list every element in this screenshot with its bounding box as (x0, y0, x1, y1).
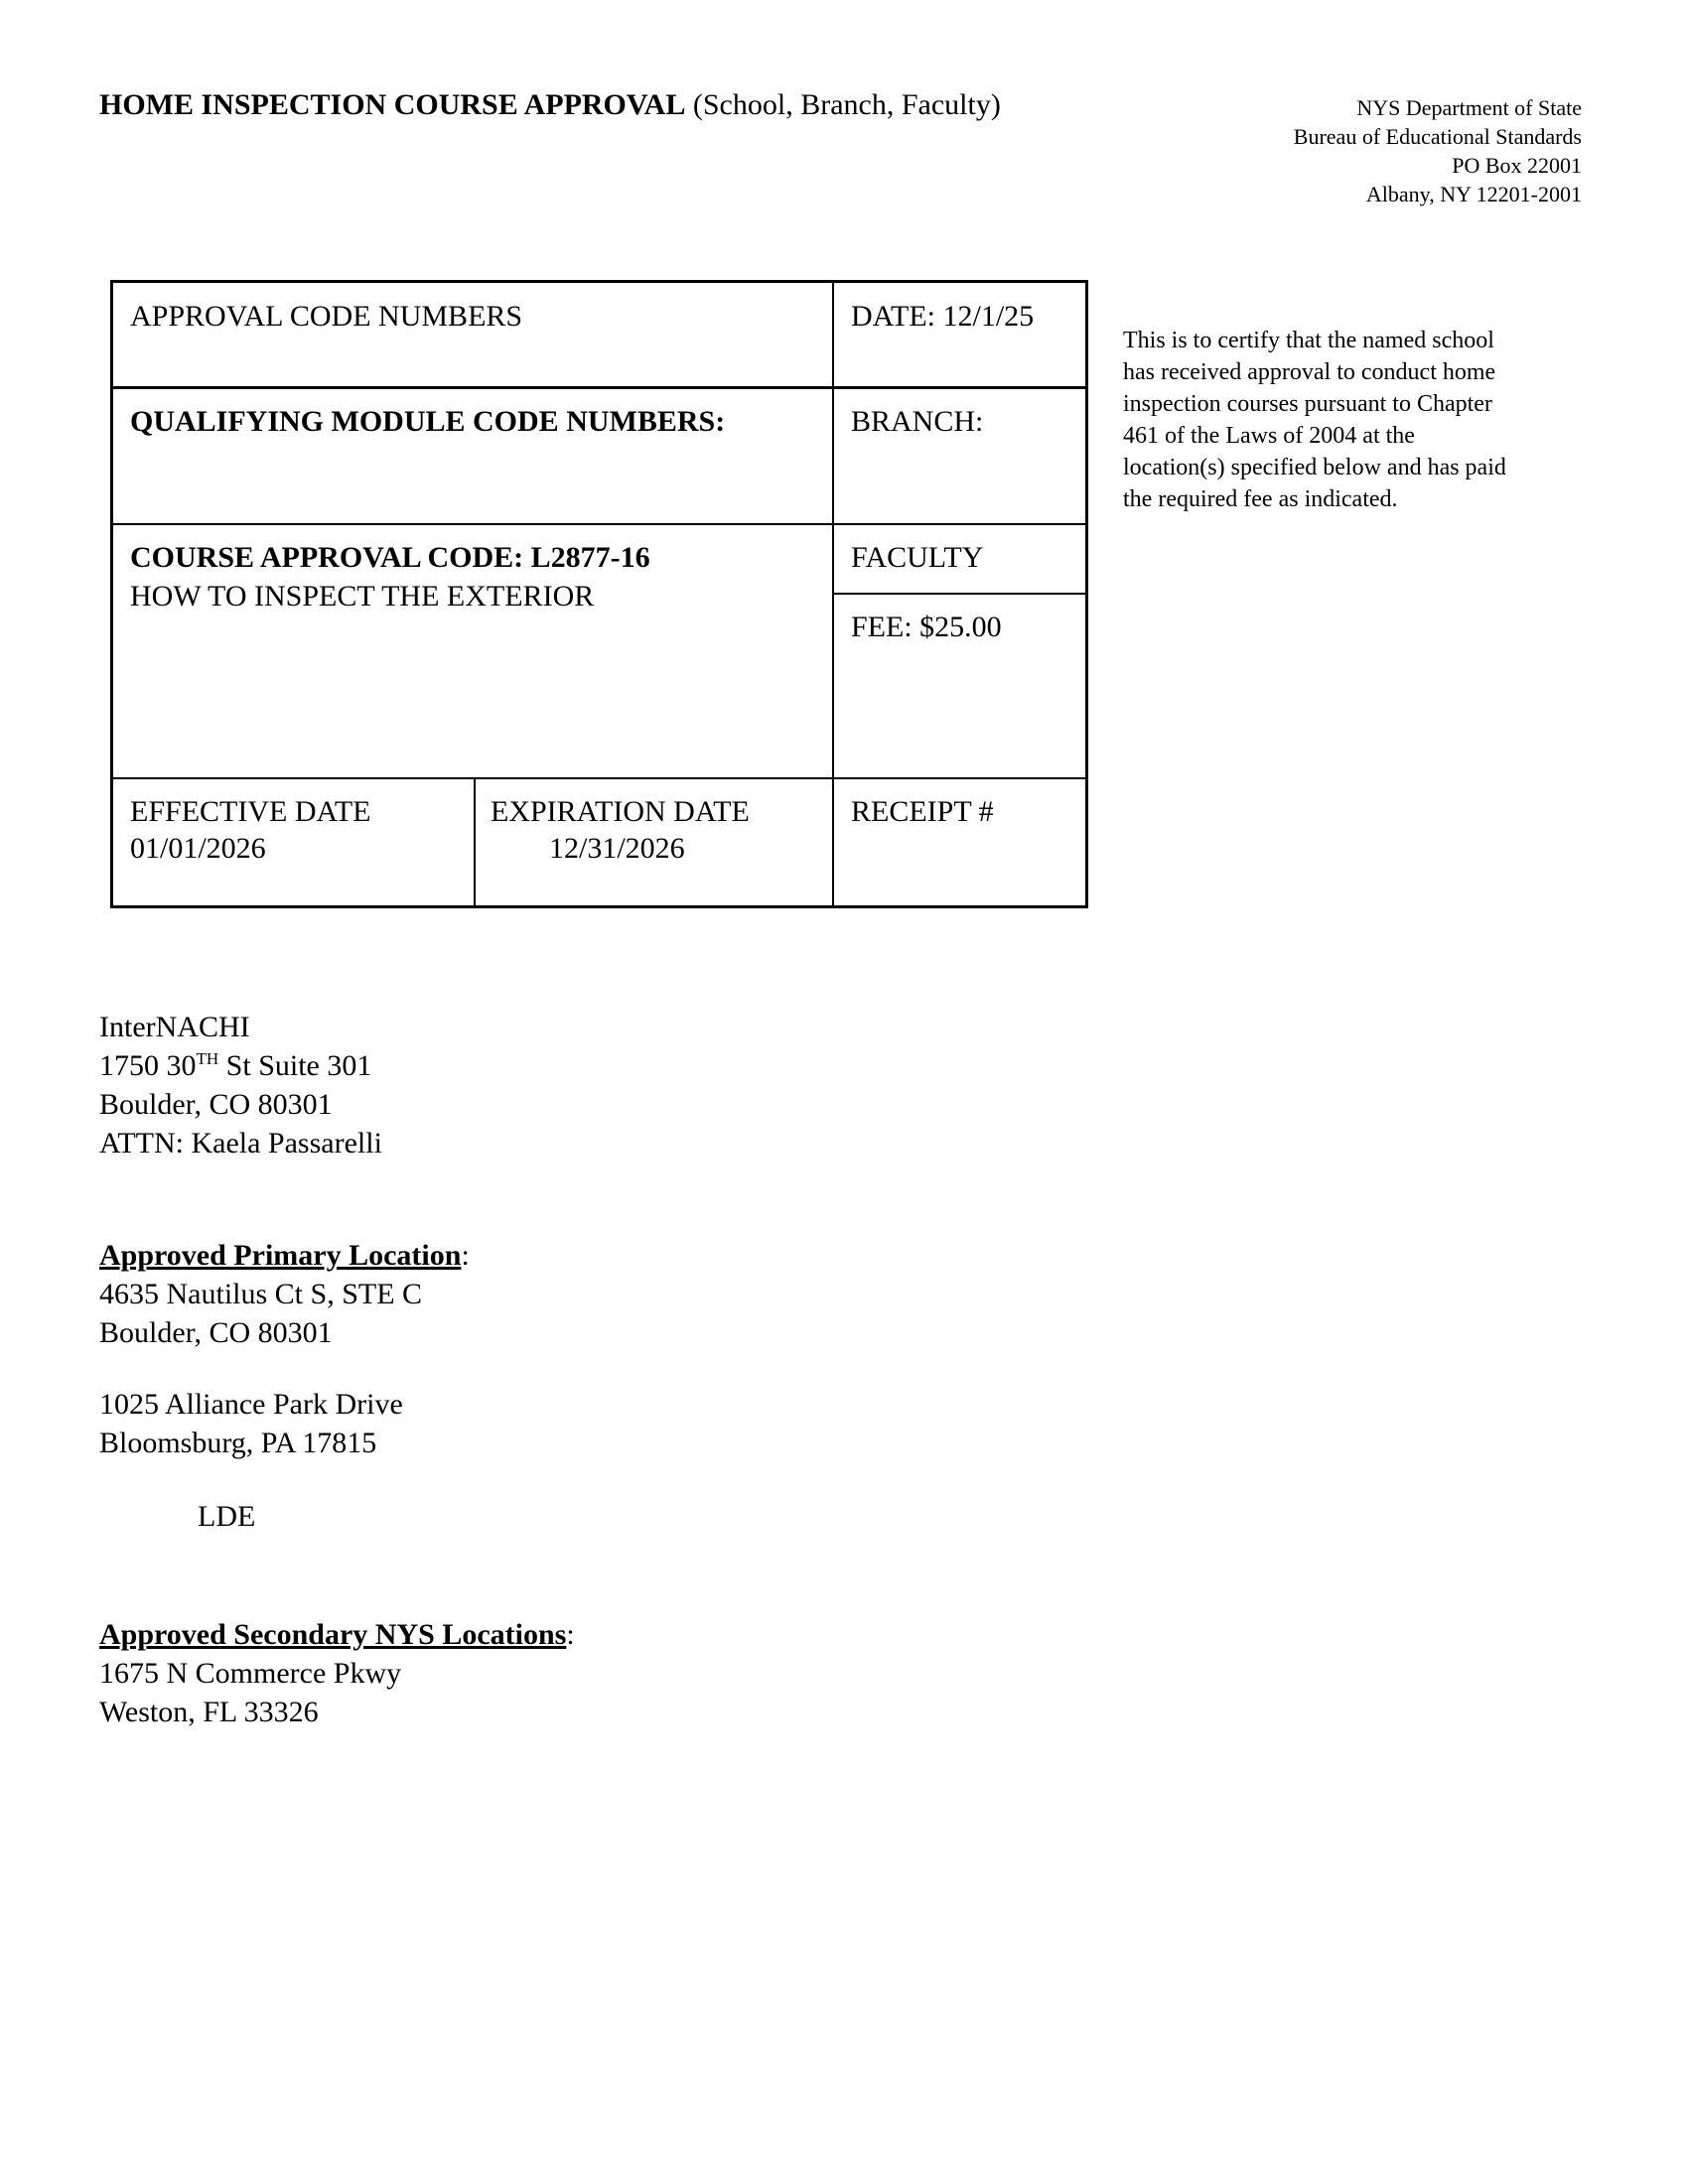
primary-location-1-city: Boulder, CO 80301 (99, 1316, 333, 1349)
agency-address (1294, 93, 1582, 208)
date-field: DATE: 12/1/25 (851, 300, 1035, 333)
page-title-subtitle: (School, Branch, Faculty) (685, 88, 1001, 121)
school-address (99, 1008, 382, 1162)
effective-date-value: 01/01/2026 (130, 832, 266, 865)
primary-location-1 (99, 1275, 422, 1352)
school-city: Boulder, CO 80301 (99, 1088, 333, 1121)
secondary-location-1 (99, 1654, 401, 1731)
course-title: HOW TO INSPECT THE EXTERIOR (130, 580, 595, 613)
school-street-number: 1750 30 (99, 1049, 197, 1082)
table-divider-bottom (474, 777, 476, 905)
secondary-location-heading (99, 1615, 575, 1654)
primary-location-heading (99, 1236, 470, 1275)
table-divider-row3 (113, 777, 1085, 779)
agency-bureau: Bureau of Educational Standards (1293, 124, 1582, 149)
secondary-location-1-street: 1675 N Commerce Pkwy (99, 1657, 402, 1690)
school-attn: ATTN: Kaela Passarelli (99, 1127, 382, 1160)
course-approval-code: COURSE APPROVAL CODE: L2877-16 (130, 541, 650, 574)
primary-location-colon: : (461, 1239, 470, 1272)
school-name: InterNACHI (99, 1011, 250, 1043)
receipt-field: RECEIPT # (851, 795, 994, 828)
agency-city: Albany, NY 12201-2001 (1365, 182, 1582, 206)
primary-location-note: LDE (198, 1500, 256, 1533)
primary-location-2-city: Bloomsburg, PA 17815 (99, 1427, 377, 1459)
fee-field: FEE: $25.00 (851, 611, 1002, 643)
approval-table (110, 280, 1088, 908)
primary-location-2-street: 1025 Alliance Park Drive (99, 1388, 403, 1421)
effective-date-label: EFFECTIVE DATE (130, 795, 371, 828)
secondary-location-colon: : (566, 1618, 575, 1651)
page-title-bold: HOME INSPECTION COURSE APPROVAL (99, 88, 686, 121)
branch-field: BRANCH: (851, 405, 984, 438)
school-street-ordinal: TH (196, 1049, 219, 1068)
table-divider-row2 (113, 523, 1085, 525)
secondary-location-1-city: Weston, FL 33326 (99, 1696, 319, 1728)
approval-code-numbers-label: APPROVAL CODE NUMBERS (130, 300, 523, 333)
table-divider-row1 (113, 386, 1085, 389)
agency-name: NYS Department of State (1356, 95, 1582, 120)
certification-statement: This is to certify that the named school has received approval to conduct home inspection courses pursuant to Chapter 461 of the Laws of 2004 at the location(s) specified below and has paid the required fee as indicated. (1123, 328, 1506, 512)
table-divider-faculty (832, 593, 1085, 595)
qualifying-module-label: QUALIFYING MODULE CODE NUMBERS: (130, 405, 726, 438)
expiration-date-value: 12/31/2026 (549, 832, 685, 865)
primary-location-heading-text: Approved Primary Location (99, 1239, 462, 1272)
expiration-date-label: EXPIRATION DATE (491, 795, 750, 828)
page-title (99, 87, 1001, 123)
faculty-field: FACULTY (851, 541, 984, 574)
school-street (99, 1046, 382, 1085)
primary-location-1-street: 4635 Nautilus Ct S, STE C (99, 1278, 423, 1310)
primary-location-2 (99, 1385, 403, 1462)
school-street-name: St Suite 301 (218, 1049, 372, 1082)
secondary-location-heading-text: Approved Secondary NYS Locations (99, 1618, 567, 1651)
agency-po-box: PO Box 22001 (1452, 153, 1582, 178)
